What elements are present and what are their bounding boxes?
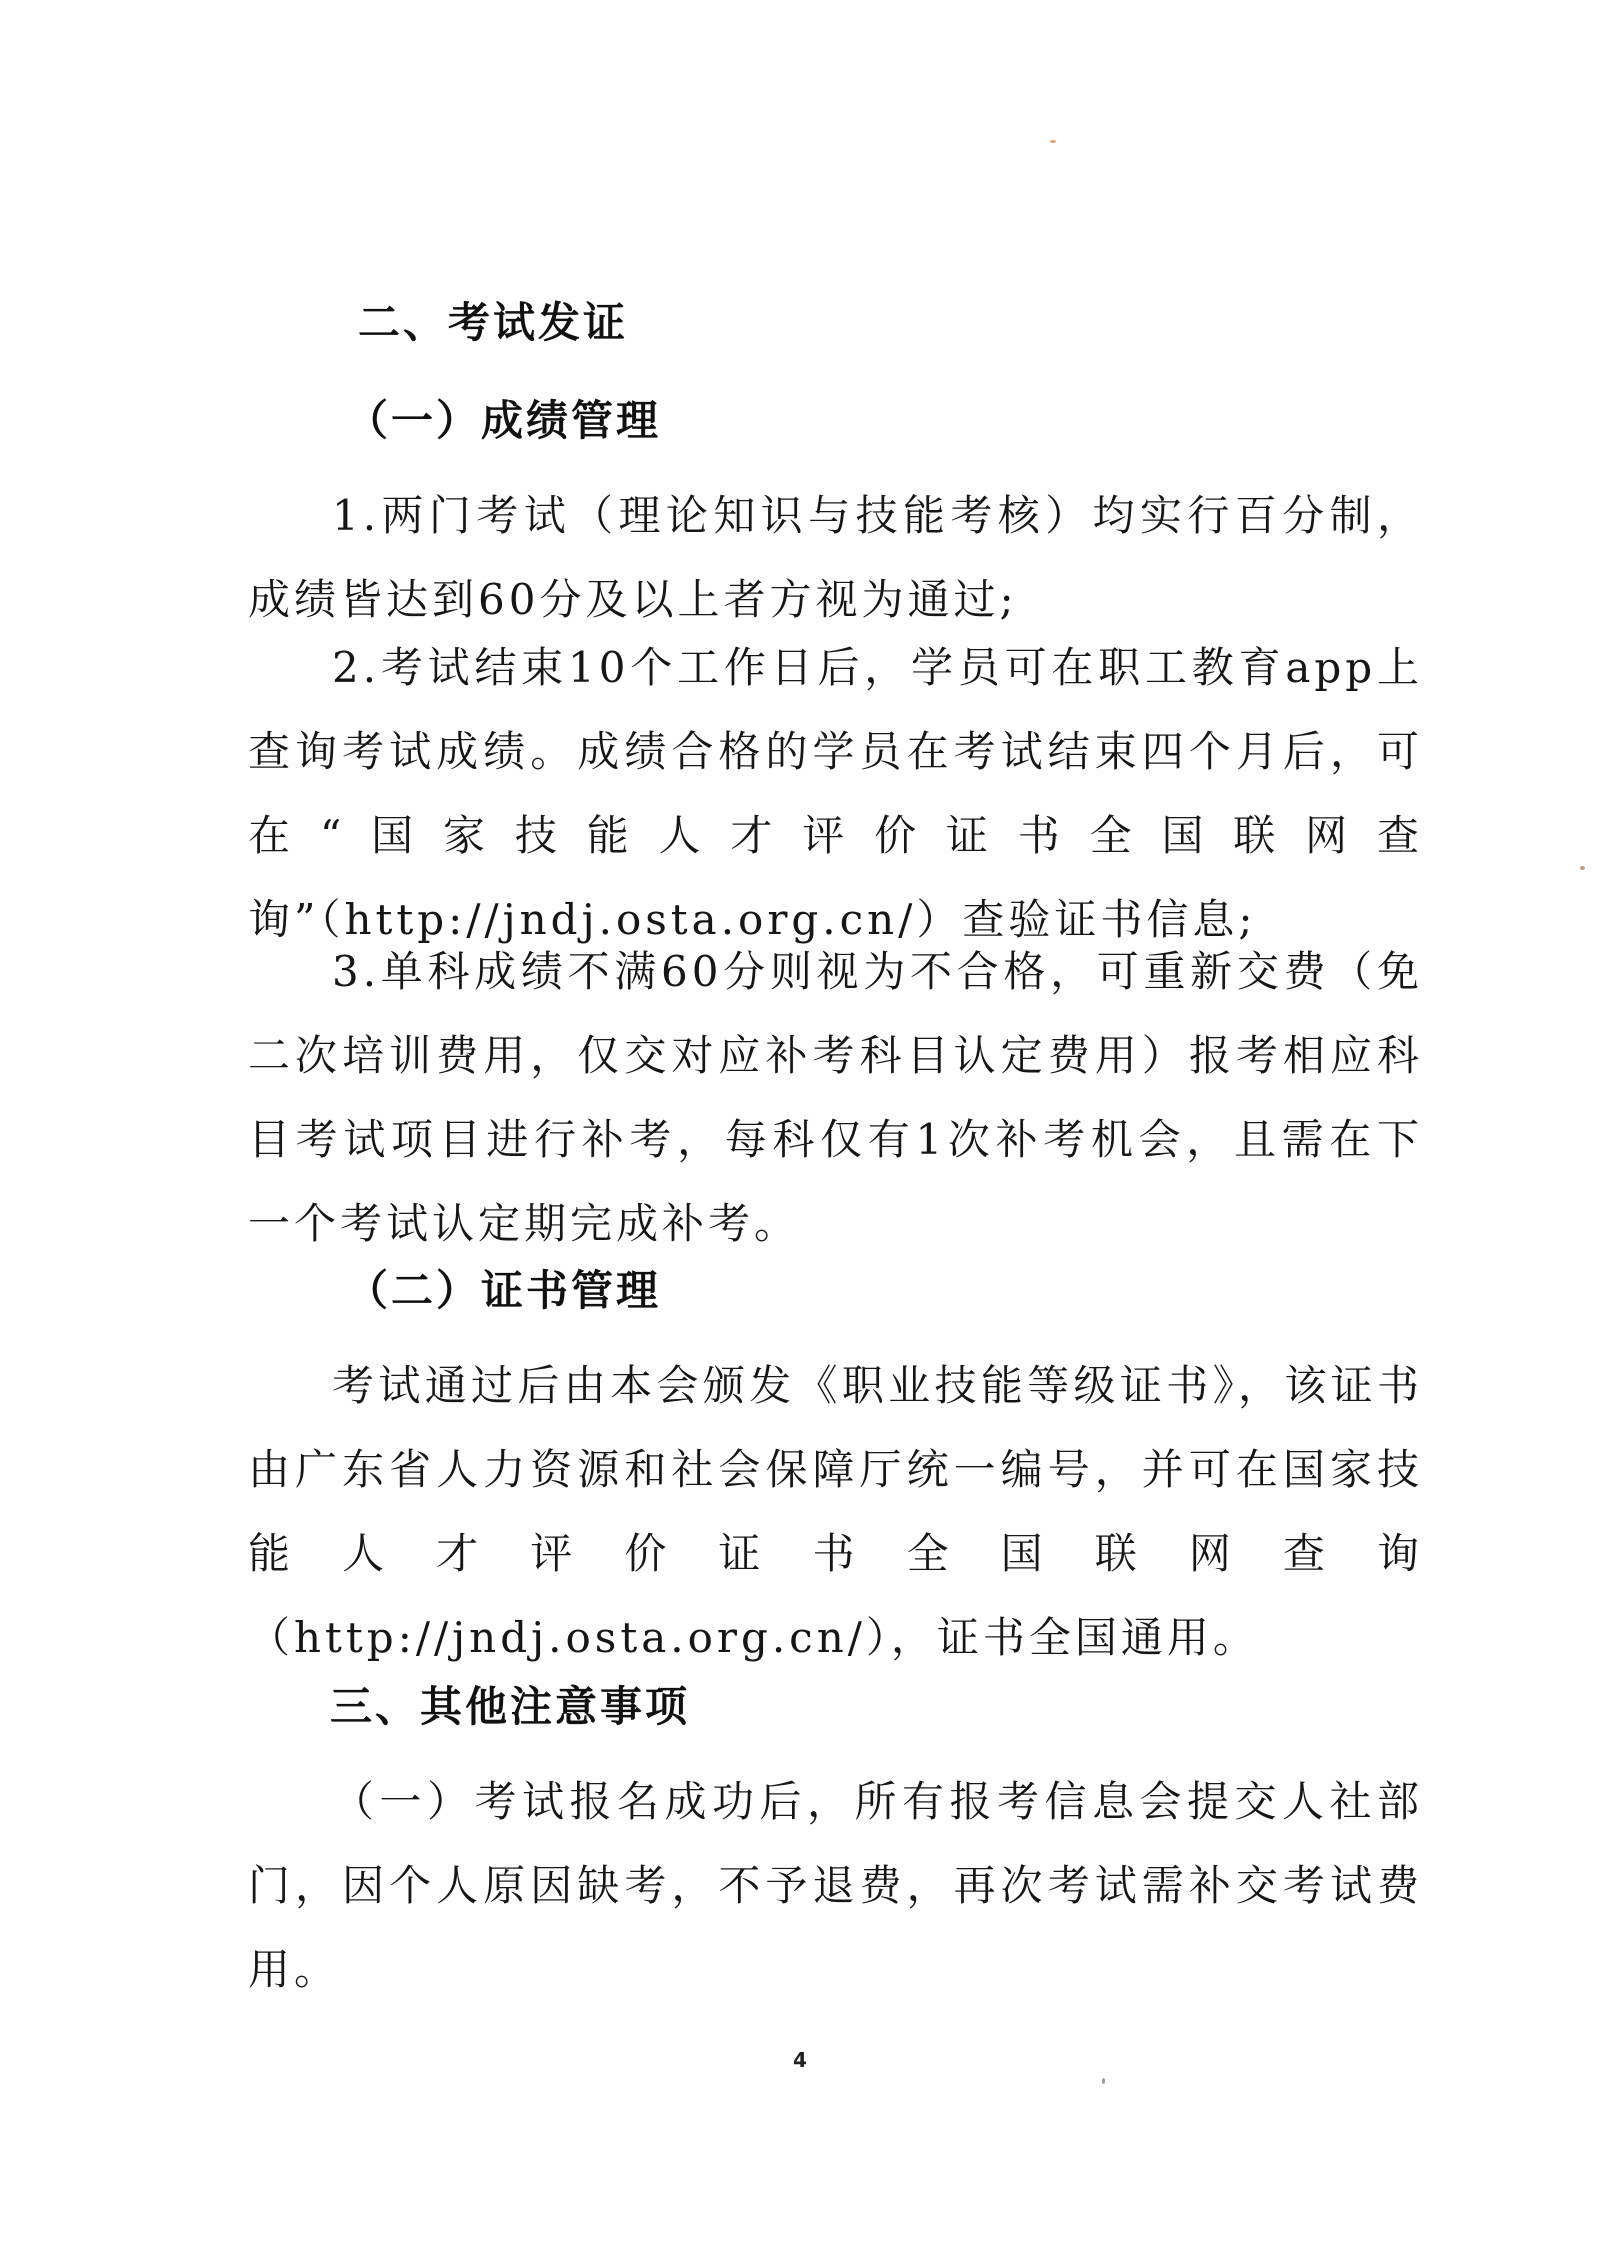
- notice-item-1: （一）考试报名成功后，所有报考信息会提交人社部门，因个人原因缺考，不予退费，再次考试需补交考试费用。: [248, 1777, 1423, 1994]
- scan-speck: [1580, 866, 1585, 870]
- subsection-certificate-management-heading: （二）证书管理: [346, 1266, 662, 1315]
- section-3-heading: 三、其他注意事项: [330, 1682, 691, 1731]
- page-number: 4: [793, 2048, 807, 2072]
- subsection-score-management-heading: （一）成绩管理: [346, 396, 662, 445]
- certificate-paragraph: 考试通过后由本会颁发《职业技能等级证书》，该证书由广东省人力资源和社会保障厅统一编号，并可在国家技能人才评价证书全国联网查询（http://jndj.osta.org.cn/），证书全国通用。: [248, 1361, 1423, 1662]
- scan-speck: [1050, 140, 1056, 143]
- score-rule-1: 1.两门考试（理论知识与技能考核）均实行百分制，成绩皆达到60分及以上者方视为通过;: [248, 491, 1423, 624]
- score-rule-2: 2.考试结束10个工作日后，学员可在职工教育app上查询考试成绩。成绩合格的学员在考试结束四个月后，可在“国家技能人才评价证书全国联网查询”（http://jndj.osta.org.cn/）查验证书信息;: [248, 643, 1423, 944]
- section-2-heading: 二、考试发证: [358, 298, 629, 347]
- score-rule-3: 3.单科成绩不满60分则视为不合格，可重新交费（免二次培训费用，仅交对应补考科目认定费用）报考相应科目考试项目进行补考，每科仅有1次补考机会，且需在下一个考试认定期完成补考。: [248, 947, 1423, 1248]
- scan-speck: [1102, 2078, 1105, 2084]
